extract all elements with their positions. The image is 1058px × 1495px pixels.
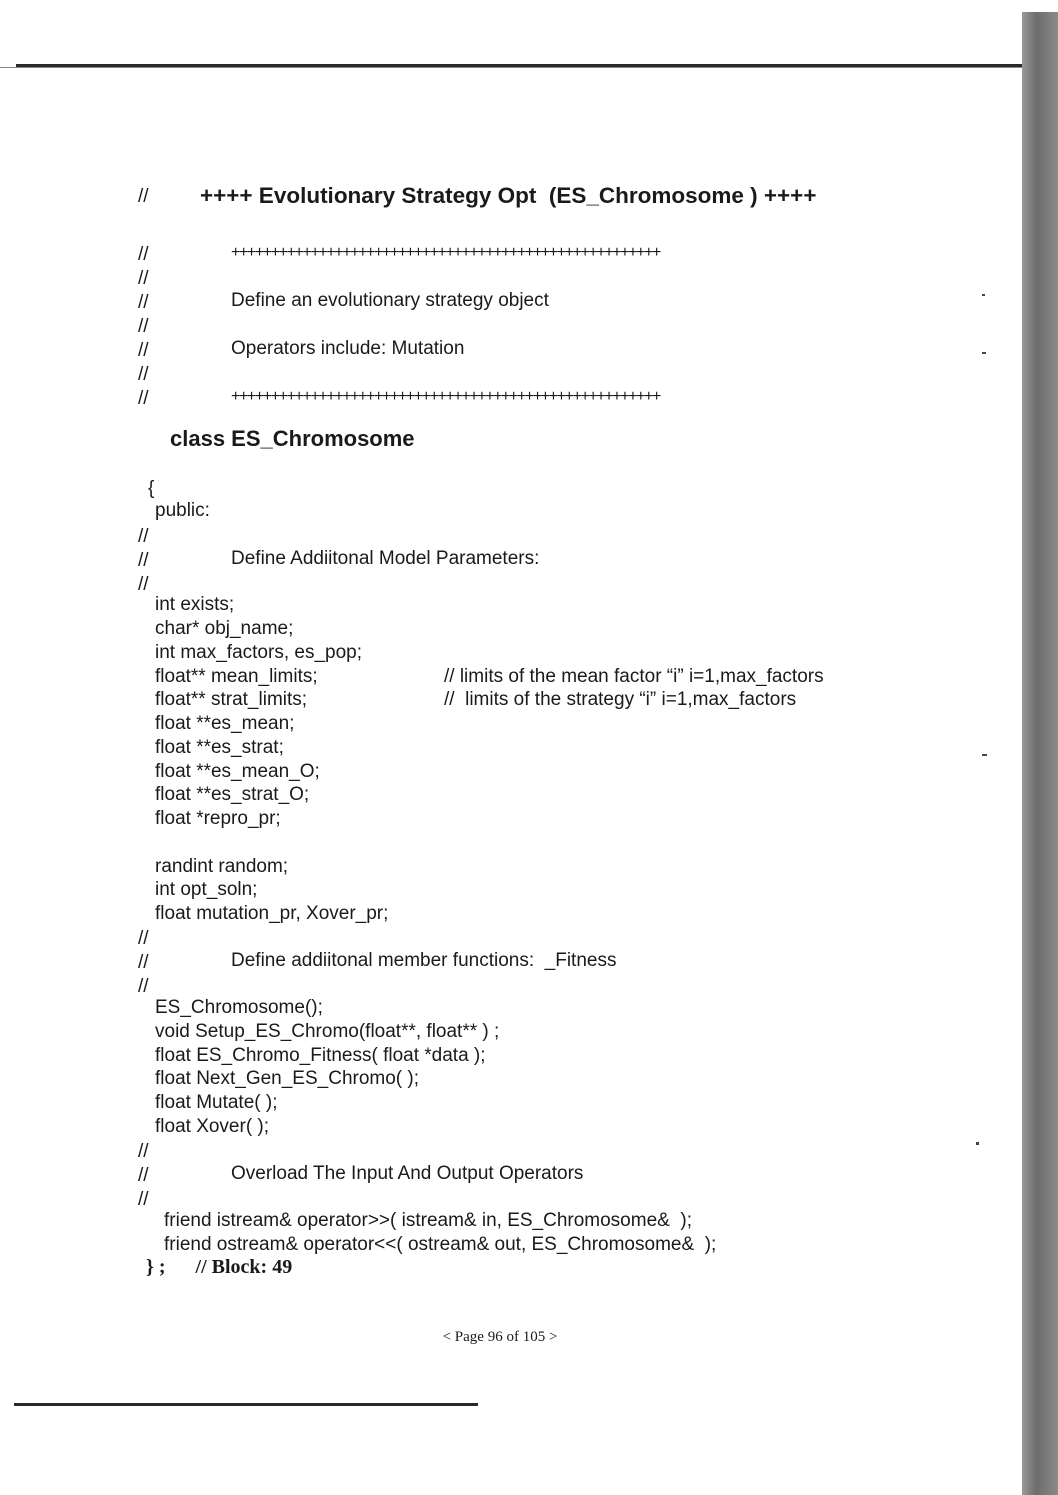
comment-marker: // [138,952,149,973]
comment-marker: // [138,574,149,595]
friend-line: friend ostream& operator<<( ostream& out, ES_Chromosome& ); [164,1234,717,1255]
function-line: float ES_Chromo_Fitness( float *data ); [155,1045,486,1066]
member-line: randint random; [155,856,289,877]
member-line: float *repro_pr; [155,808,281,829]
member-line: float **es_mean; [155,713,295,734]
comment-marker: // [138,316,149,337]
comment-functions-text: Define addiitonal member functions: _Fitness [231,950,617,971]
member-line: float **es_mean_O; [155,761,320,782]
class-header: class ES_Chromosome [170,426,415,451]
member-line: int exists; [155,594,235,615]
bottom-rule [14,1403,478,1406]
member-line: float mutation_pr, Xover_pr; [155,903,389,924]
comment-marker: // [138,928,149,949]
member-line: float **es_strat; [155,737,284,758]
top-rule-thin [0,67,1022,68]
function-line: float Mutate( ); [155,1092,278,1113]
comment-marker: // [138,186,149,207]
class-close: } ; // Block: 49 [146,1256,293,1278]
comment-params-text: Define Addiitonal Model Parameters: [231,548,540,569]
plus-divider: ++++++++++++++++++++++++++++++++++++++++++++++++++++++ [231,388,660,405]
function-line: ES_Chromosome(); [155,997,323,1018]
function-line: float Next_Gen_ES_Chromo( ); [155,1068,420,1089]
open-brace: { [148,478,155,499]
scan-speck [982,754,987,756]
comment-marker: // [138,976,149,997]
comment-marker: // [138,292,149,313]
comment-marker: // [138,388,149,409]
comment-marker: // [138,1189,149,1210]
inline-comment: // limits of the mean factor “i” i=1,max_factors [444,666,824,687]
member-line: float** mean_limits; [155,666,318,687]
scan-edge-shadow [1022,12,1058,1495]
member-line: float **es_strat_O; [155,784,310,805]
banner-define-text: Define an evolutionary strategy object [231,290,549,311]
comment-marker: // [138,1165,149,1186]
inline-comment: // limits of the strategy “i” i=1,max_factors [444,689,797,710]
function-line: void Setup_ES_Chromo(float**, float** ) ; [155,1021,500,1042]
comment-marker: // [138,1141,149,1162]
member-line: float** strat_limits; [155,689,308,710]
banner-operators-text: Operators include: Mutation [231,338,465,359]
page-title: ++++ Evolutionary Strategy Opt (ES_Chromosome ) ++++ [200,183,817,208]
comment-marker: // [138,244,149,265]
member-line: char* obj_name; [155,618,294,639]
member-line: int max_factors, es_pop; [155,642,362,663]
plus-divider: ++++++++++++++++++++++++++++++++++++++++++++++++++++++ [231,244,660,261]
comment-overload-text: Overload The Input And Output Operators [231,1163,584,1184]
member-line: int opt_soln; [155,879,258,900]
scan-speck [976,1142,979,1145]
comment-marker: // [138,340,149,361]
friend-line: friend istream& operator>>( istream& in, ES_Chromosome& ); [164,1210,692,1231]
function-line: float Xover( ); [155,1116,270,1137]
comment-marker: // [138,550,149,571]
public-label: public: [155,500,210,521]
scan-speck [982,294,985,296]
comment-marker: // [138,268,149,289]
page-number: < Page 96 of 105 > [442,1329,558,1345]
scan-speck [982,352,986,354]
comment-marker: // [138,364,149,385]
comment-marker: // [138,526,149,547]
